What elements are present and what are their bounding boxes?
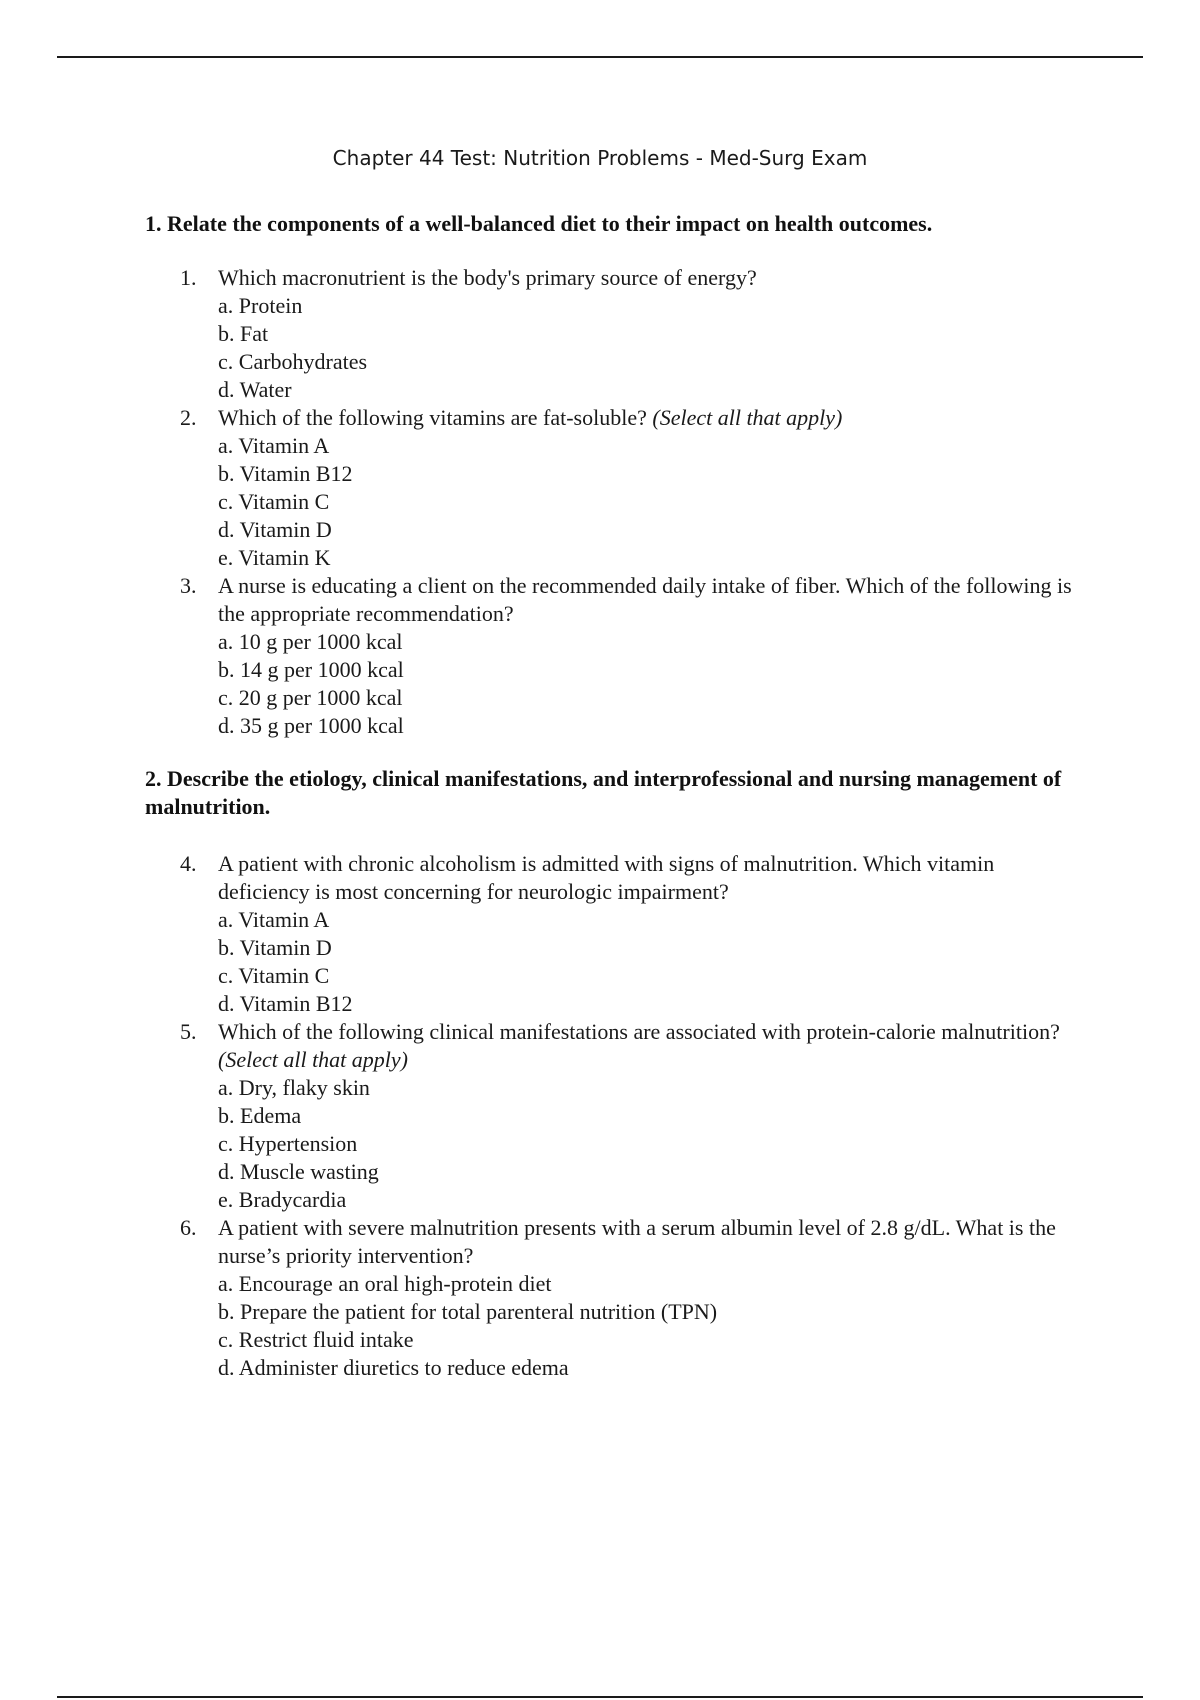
question-text: A patient with chronic alcoholism is admitted with signs of malnutrition. Which vitamin deficiency is most concerning for neurologic impairment? bbox=[218, 851, 995, 904]
question-2 bbox=[0, 404, 1200, 572]
top-rule bbox=[57, 56, 1143, 58]
answer-option[interactable]: a. Protein bbox=[218, 293, 303, 318]
answer-option[interactable]: d. 35 g per 1000 kcal bbox=[218, 713, 404, 738]
question-number: 5. bbox=[180, 1019, 197, 1044]
answer-option[interactable]: d. Muscle wasting bbox=[218, 1159, 379, 1184]
question-number: 6. bbox=[180, 1215, 197, 1240]
answer-option[interactable]: c. Carbohydrates bbox=[218, 349, 368, 374]
question-text: Which of the following clinical manifestations are associated with protein-calorie malnutrition? bbox=[218, 1019, 1060, 1044]
answer-option[interactable]: a. Encourage an oral high-protein diet bbox=[218, 1271, 552, 1296]
question-text: Which of the following vitamins are fat-soluble? bbox=[218, 405, 647, 430]
answer-option[interactable]: c. Vitamin C bbox=[218, 963, 330, 988]
answer-option[interactable]: b. Edema bbox=[218, 1103, 302, 1128]
question-5 bbox=[0, 1018, 1200, 1214]
question-3 bbox=[0, 572, 1200, 740]
answer-option[interactable]: a. Vitamin A bbox=[218, 907, 330, 932]
question-6 bbox=[0, 1214, 1200, 1382]
section-heading-2: 2. Describe the etiology, clinical manifestations, and interprofessional and nursing management of malnutrition. bbox=[145, 766, 1062, 819]
answer-option[interactable]: b. Prepare the patient for total parenteral nutrition (TPN) bbox=[218, 1299, 718, 1324]
answer-option[interactable]: b. Fat bbox=[218, 321, 269, 346]
answer-option[interactable]: c. Hypertension bbox=[218, 1131, 358, 1156]
answer-option[interactable]: a. Dry, flaky skin bbox=[218, 1075, 370, 1100]
question-text: A nurse is educating a client on the recommended daily intake of fiber. Which of the following is the appropriate recommendation? bbox=[218, 573, 1072, 626]
answer-option[interactable]: a. 10 g per 1000 kcal bbox=[218, 629, 403, 654]
select-all-note: (Select all that apply) bbox=[652, 405, 843, 430]
page-title: Chapter 44 Test: Nutrition Problems - Med-Surg Exam bbox=[332, 146, 868, 170]
answer-option[interactable]: d. Water bbox=[218, 377, 292, 402]
question-list-2 bbox=[0, 850, 1200, 1382]
question-text: A patient with severe malnutrition presents with a serum albumin level of 2.8 g/dL. What is the nurse’s priority intervention? bbox=[218, 1215, 1056, 1268]
answer-option[interactable]: d. Vitamin B12 bbox=[218, 991, 353, 1016]
question-number: 2. bbox=[180, 405, 197, 430]
answer-option[interactable]: d. Vitamin D bbox=[218, 517, 332, 542]
answer-option[interactable]: c. 20 g per 1000 kcal bbox=[218, 685, 403, 710]
question-number: 1. bbox=[180, 265, 197, 290]
select-all-note: (Select all that apply) bbox=[218, 1047, 408, 1072]
answer-option[interactable]: b. Vitamin B12 bbox=[218, 461, 353, 486]
answer-option[interactable]: e. Bradycardia bbox=[218, 1187, 347, 1212]
answer-option[interactable]: a. Vitamin A bbox=[218, 433, 330, 458]
answer-option[interactable]: b. 14 g per 1000 kcal bbox=[218, 657, 404, 682]
section-heading-1: 1. Relate the components of a well-balanced diet to their impact on health outcomes. bbox=[145, 211, 933, 236]
answer-option[interactable]: c. Vitamin C bbox=[218, 489, 330, 514]
question-list-1 bbox=[0, 264, 1200, 740]
question-number: 3. bbox=[180, 573, 197, 598]
answer-option[interactable]: b. Vitamin D bbox=[218, 935, 332, 960]
question-1 bbox=[0, 264, 1200, 404]
question-text: Which macronutrient is the body's primary source of energy? bbox=[218, 265, 757, 290]
answer-option[interactable]: e. Vitamin K bbox=[218, 545, 331, 570]
answer-option[interactable]: d. Administer diuretics to reduce edema bbox=[218, 1355, 569, 1380]
question-number: 4. bbox=[180, 851, 197, 876]
answer-option[interactable]: c. Restrict fluid intake bbox=[218, 1327, 414, 1352]
bottom-rule bbox=[57, 1696, 1143, 1698]
question-4 bbox=[0, 850, 1200, 1018]
